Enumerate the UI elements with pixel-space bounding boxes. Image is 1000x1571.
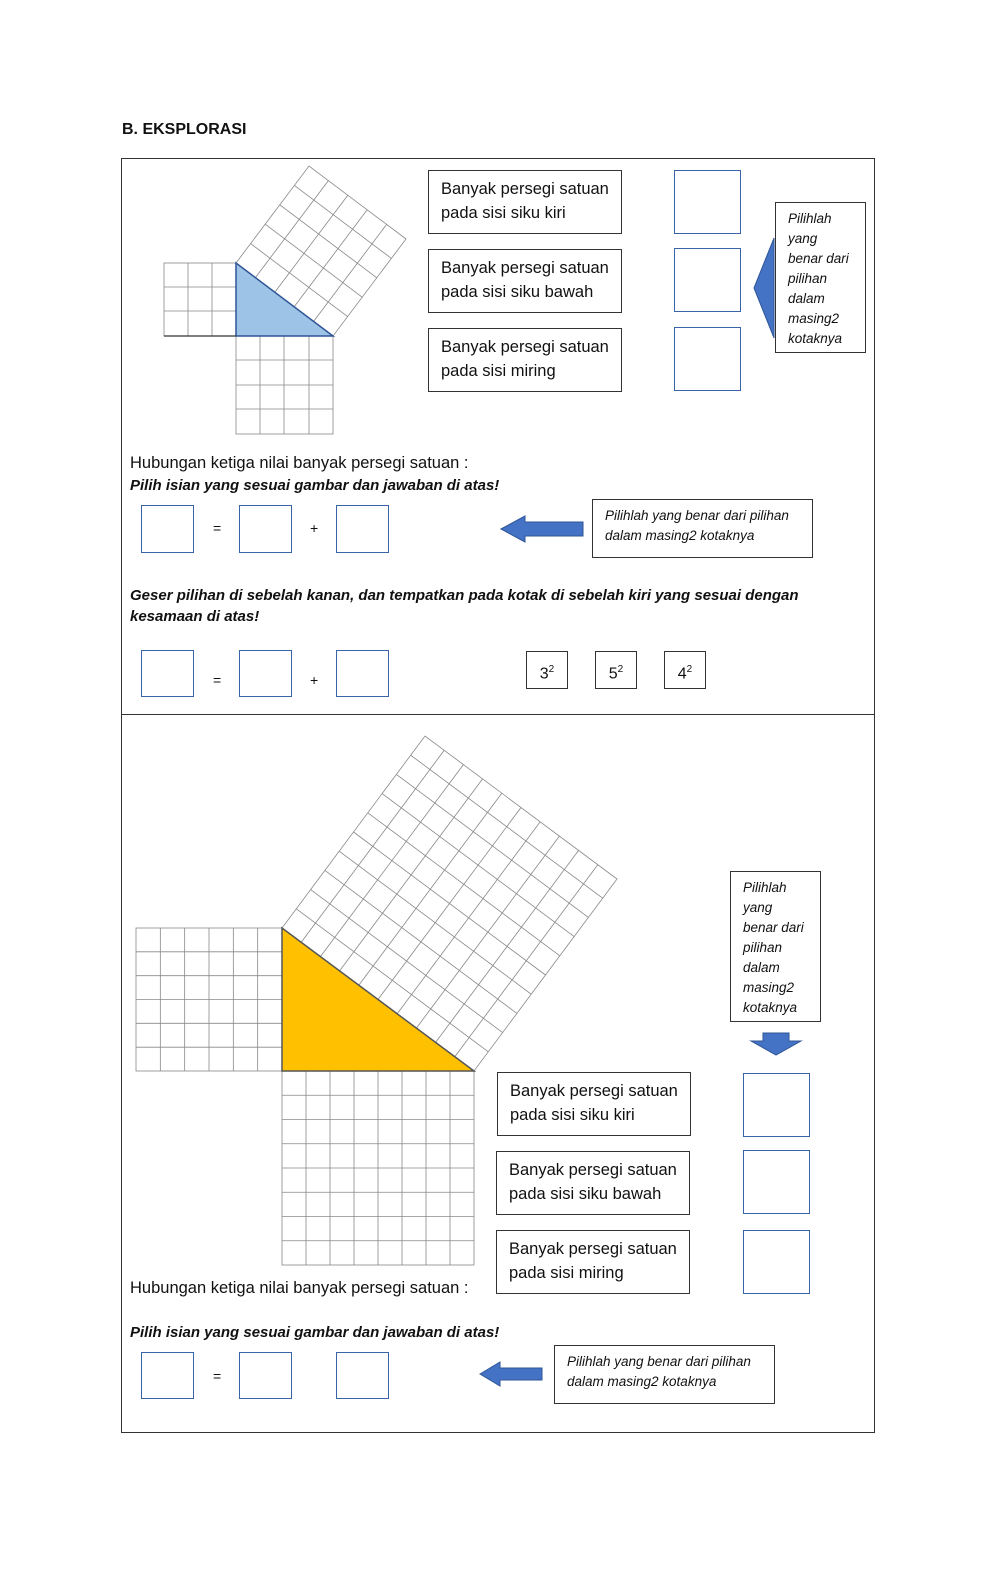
note-vertical-2: Pilihlah yang benar dari pilihan dalam masing2 kotaknya	[730, 871, 821, 1022]
label-hypotenuse-1: Banyak persegi satuan pada sisi miring	[428, 328, 622, 392]
equation-box-leg-a-2[interactable]	[239, 1352, 292, 1399]
drag-instruction: Geser pilihan di sebelah kanan, dan tempatkan pada kotak di sebelah kiri yang sesuai dengan kesamaan di atas!	[130, 587, 799, 625]
instruction-2: Pilih isian yang sesuai gambar dan jawaban di atas!	[130, 1324, 500, 1341]
note-vertical-1: Pilihlah yang benar dari pilihan dalam masing2 kotaknya	[775, 202, 866, 353]
equation-box-leg-b-2[interactable]	[336, 1352, 389, 1399]
answer-hypotenuse-2[interactable]	[743, 1230, 810, 1294]
note-horizontal-2: Pilihlah yang benar dari pilihan dalam masing2 kotaknya	[554, 1345, 775, 1404]
left-leg-square-grid-large	[136, 928, 282, 1071]
equation-box-hypotenuse-2[interactable]	[141, 1352, 194, 1399]
plus-sign-2: +	[310, 672, 319, 688]
plus-sign-1: +	[310, 520, 319, 536]
label-hypotenuse-2: Banyak persegi satuan pada sisi miring	[496, 1230, 690, 1294]
label-left-leg-1: Banyak persegi satuan pada sisi siku kiri	[428, 170, 622, 234]
choice-4-squared[interactable]: $4^2$	[664, 651, 706, 689]
note-horizontal-1: Pilihlah yang benar dari pilihan dalam masing2 kotaknya	[592, 499, 813, 558]
choice-3-squared[interactable]: $3^2$	[526, 651, 568, 689]
arrow-down-icon	[751, 1033, 801, 1055]
label-bottom-leg-1: Banyak persegi satuan pada sisi siku bawah	[428, 249, 622, 313]
equals-sign-3: =	[213, 1368, 222, 1384]
instruction-1: Pilih isian yang sesuai gambar dan jawaban di atas!	[130, 477, 500, 494]
label-left-leg-2: Banyak persegi satuan pada sisi siku kiri	[497, 1072, 691, 1136]
section-heading: B. EKSPLORASI	[122, 121, 247, 138]
equals-sign-1: =	[213, 520, 222, 536]
label-bottom-leg-2: Banyak persegi satuan pada sisi siku bawah	[496, 1151, 690, 1215]
choice-5-squared[interactable]: $5^2$	[595, 651, 637, 689]
bottom-leg-square-grid-large	[282, 1071, 474, 1265]
answer-left-leg-2[interactable]	[743, 1073, 810, 1137]
relation-text-2: Hubungan ketiga nilai banyak persegi satuan :	[130, 1279, 469, 1297]
equals-sign-2: =	[213, 672, 222, 688]
relation-text-1: Hubungan ketiga nilai banyak persegi satuan :	[130, 454, 469, 472]
answer-bottom-leg-2[interactable]	[743, 1150, 810, 1214]
arrow-left-horizontal-icon-2	[480, 1362, 542, 1386]
